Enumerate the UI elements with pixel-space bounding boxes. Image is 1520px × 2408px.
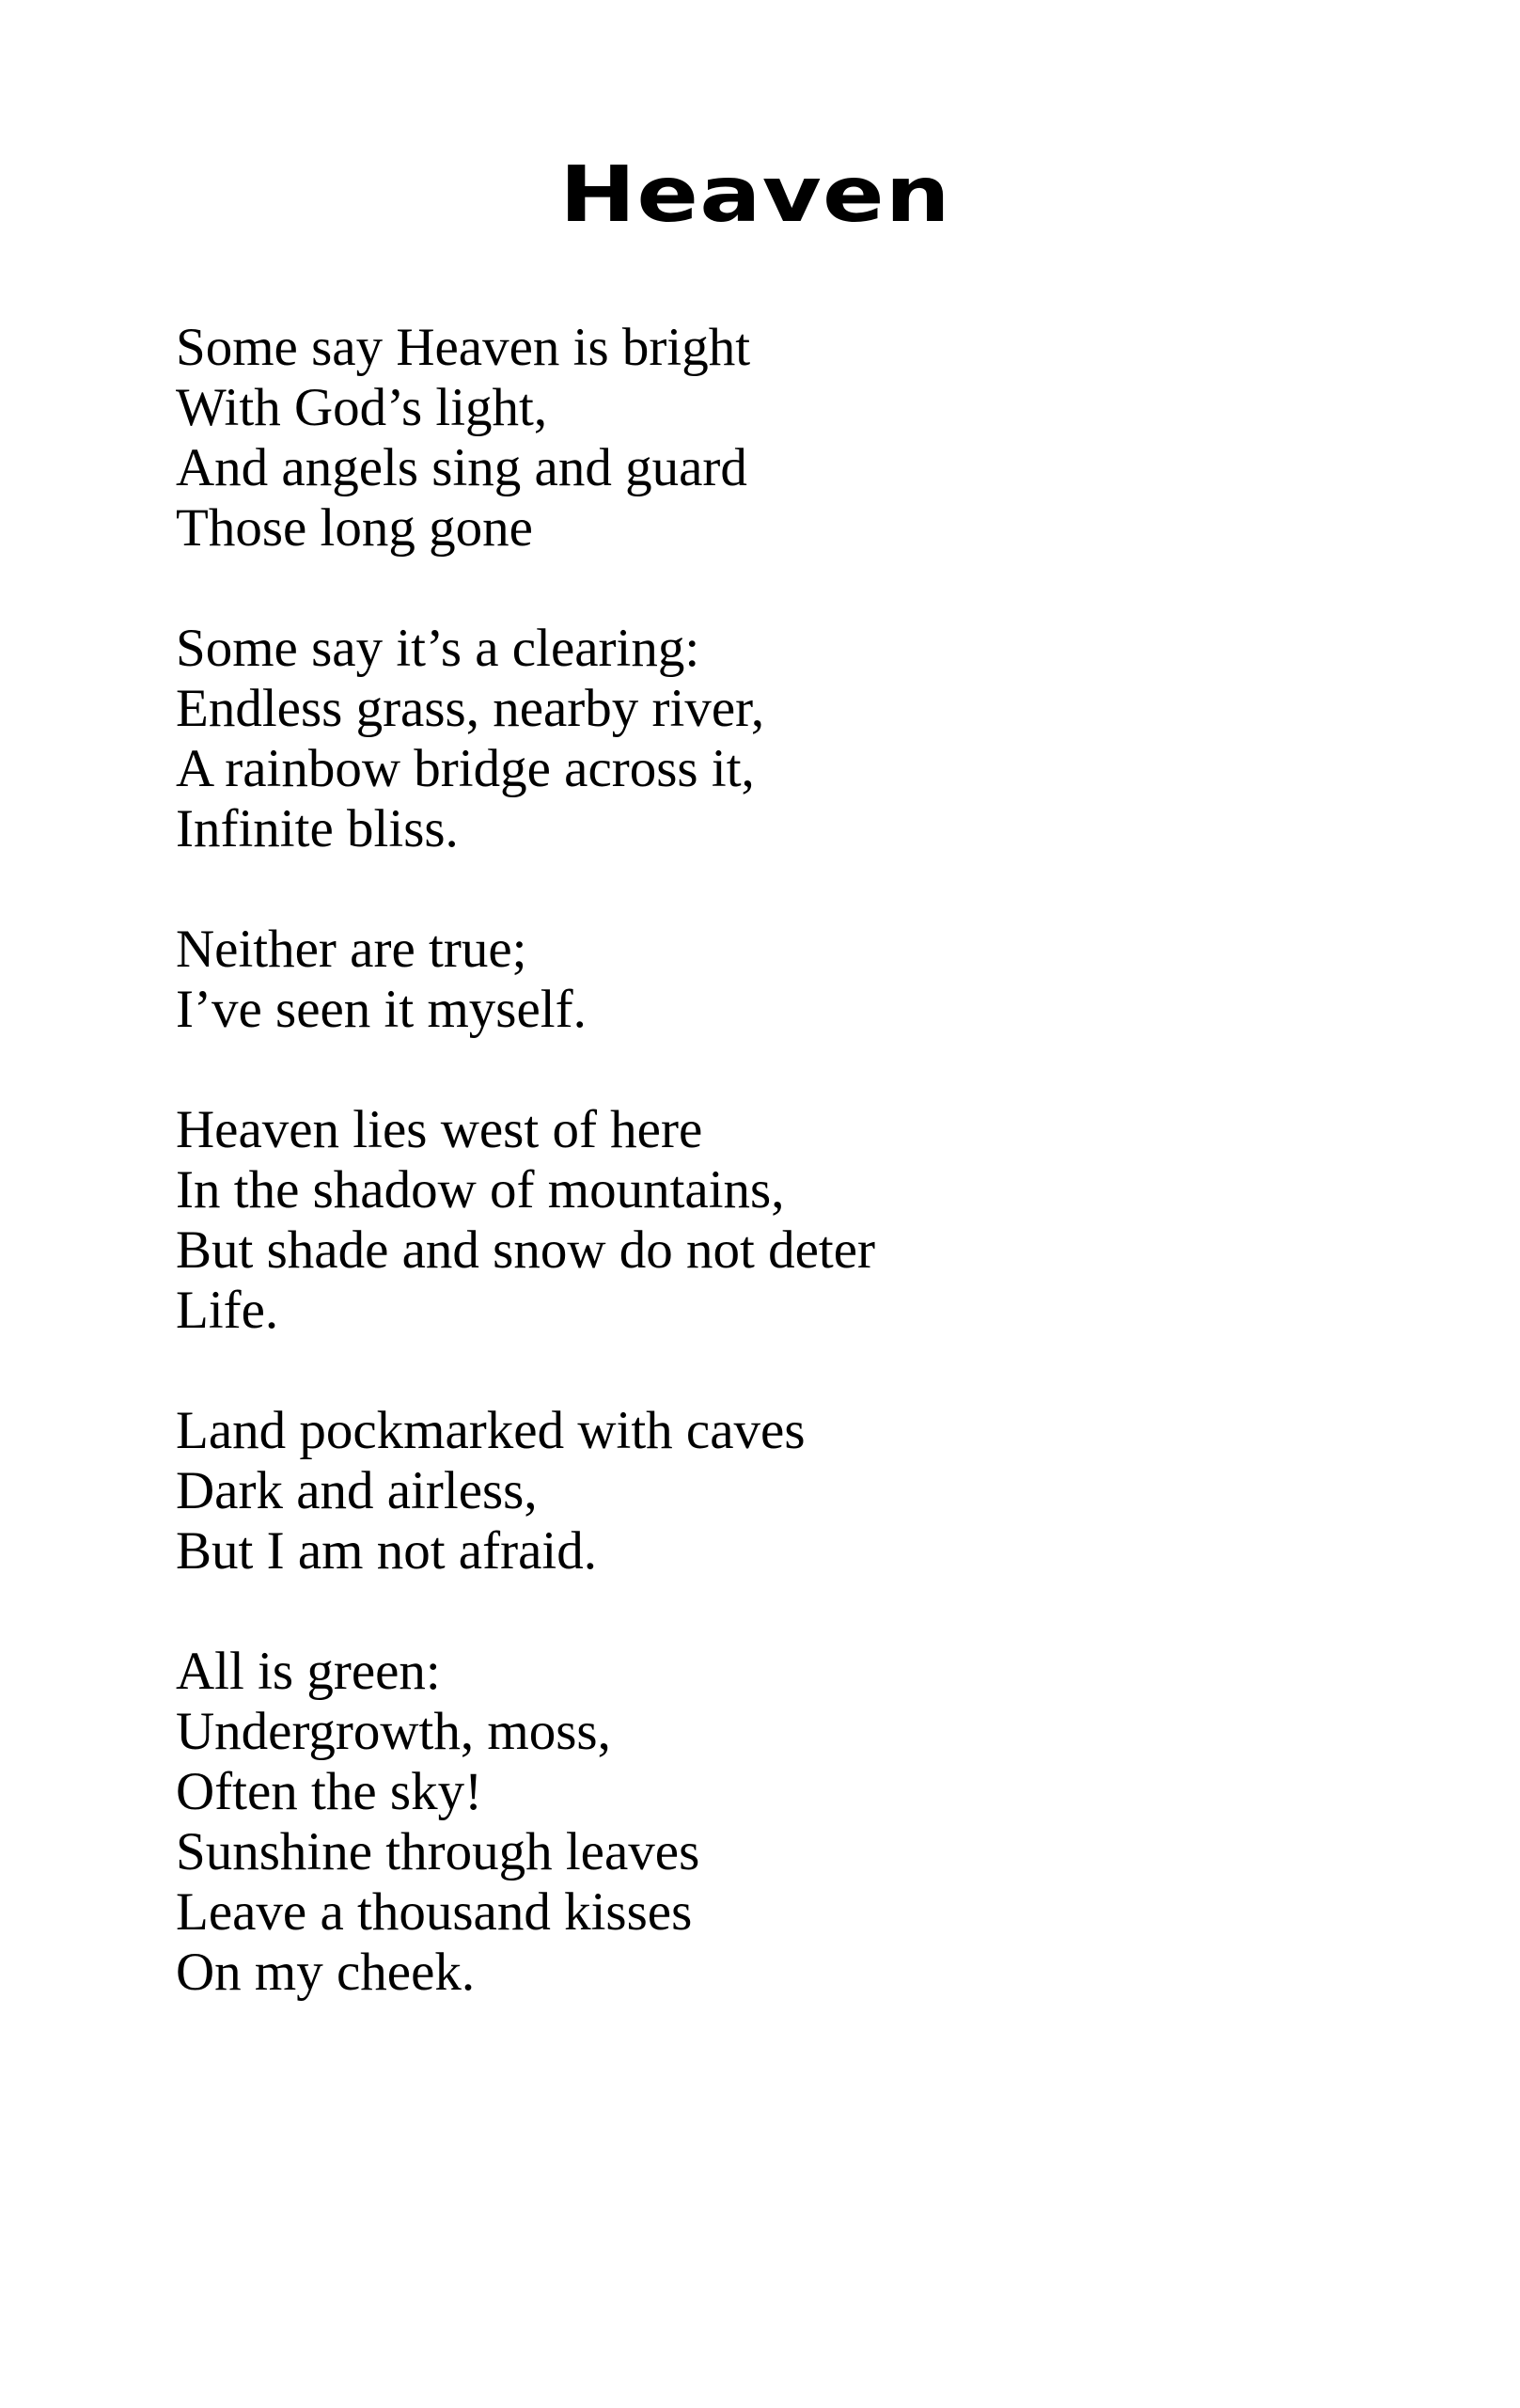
poem-line: But shade and snow do not deter [176,1220,876,1280]
poem-line: All is green: [176,1642,441,1701]
stanza-4 [176,1100,1379,1341]
poem-line: Dark and airless, [176,1461,538,1520]
poem-line: Infinite bliss. [176,799,459,858]
poem-line: And angels sing and guard [176,438,747,497]
stanza-3 [176,920,1379,1040]
poem-line: Heaven lies west of here [176,1100,703,1159]
poem-line: I’ve seen it myself. [176,980,587,1039]
poem-body [176,318,1379,2063]
poem-line: With God’s light, [176,378,548,437]
poem-line: Neither are true; [176,920,527,979]
poem-line: Those long gone [176,498,533,558]
stanza-2 [176,619,1379,859]
poem-line: Undergrowth, moss, [176,1702,611,1761]
poem-line: On my cheek. [176,1943,476,2002]
stanza-1 [176,318,1379,559]
poem-line: Some say Heaven is bright [176,318,751,377]
poem-line: Some say it’s a clearing: [176,619,700,678]
poem-line: Sunshine through leaves [176,1822,700,1881]
poem-line: In the shadow of mountains, [176,1160,785,1220]
poem-title: Heaven [559,150,951,240]
poem-line: Land pockmarked with caves [176,1401,806,1460]
poem-line: Life. [176,1281,279,1340]
poem-line: A rainbow bridge across it, [176,739,755,798]
poem-line: But I am not afraid. [176,1521,597,1581]
poem-line: Often the sky! [176,1762,483,1821]
stanza-6 [176,1642,1379,2003]
poem-line: Leave a thousand kisses [176,1882,693,1942]
stanza-5 [176,1401,1379,1582]
poem-line: Endless grass, nearby river, [176,679,765,738]
